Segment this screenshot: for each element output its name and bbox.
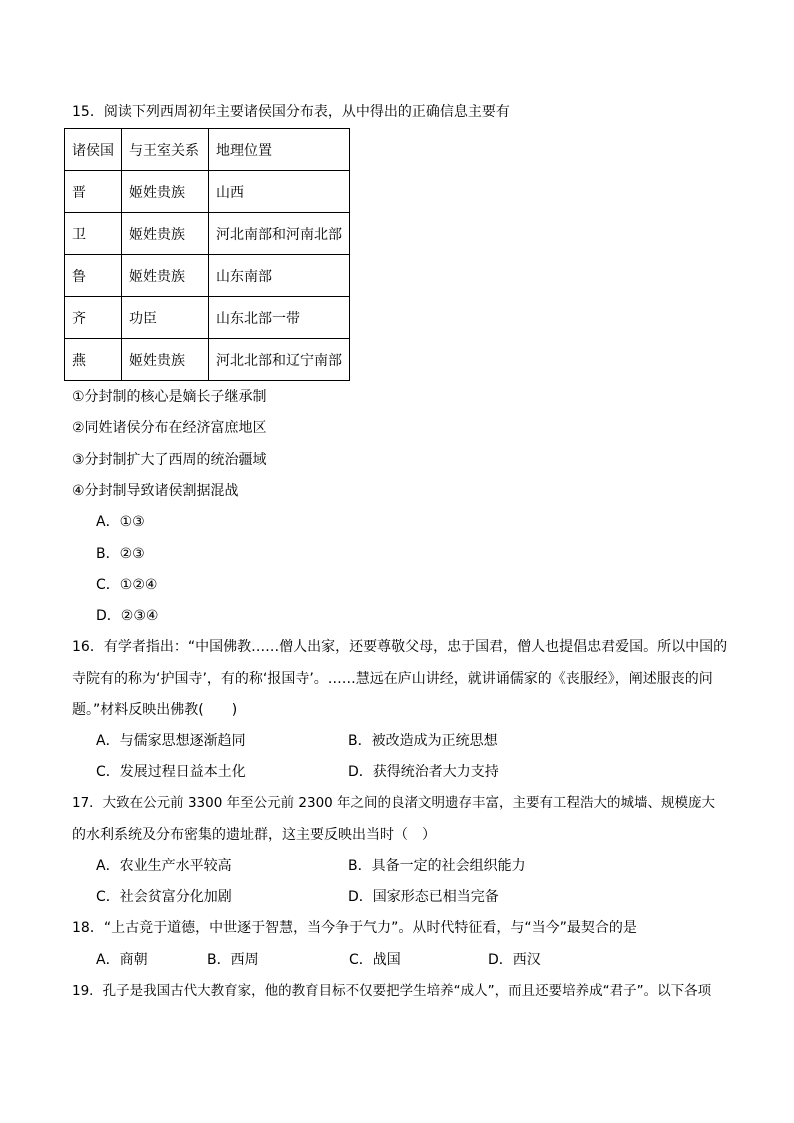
q15-option-b[interactable]: B．②③ bbox=[96, 546, 145, 562]
q16-option-a[interactable]: A．与儒家思想逐渐趋同 bbox=[96, 733, 246, 749]
table-header-cell: 诸侯国 bbox=[65, 129, 122, 171]
table-cell: 姬姓贵族 bbox=[122, 171, 209, 213]
table-cell: 姬姓贵族 bbox=[122, 255, 209, 297]
table-cell: 山东北部一带 bbox=[209, 297, 350, 339]
vassal-distribution-table bbox=[64, 128, 350, 381]
q18-stem: 18．“上古竞于道德，中世逐于智慧，当今争于气力”。从时代特征看，与“当今”最契合的是 bbox=[72, 920, 637, 936]
q16-stem-line: 题。”材料反映出佛教( ) bbox=[72, 702, 238, 718]
q16-stem-line: 寺院有的称为‘护国寺’，有的称‘报国寺’。……慧远在庐山讲经，就讲诵儒家的《丧服经》，阐述服丧的问 bbox=[72, 671, 713, 687]
table-cell: 卫 bbox=[65, 213, 122, 255]
table-cell: 姬姓贵族 bbox=[122, 213, 209, 255]
table-row bbox=[65, 339, 350, 381]
q17-option-a[interactable]: A．农业生产水平较高 bbox=[96, 858, 232, 874]
table-cell: 河北南部和河南北部 bbox=[209, 213, 350, 255]
q17-option-b[interactable]: B．具备一定的社会组织能力 bbox=[348, 858, 526, 874]
q17-option-c[interactable]: C．社会贫富分化加剧 bbox=[96, 889, 232, 905]
q15-option-c[interactable]: C．①②④ bbox=[96, 577, 158, 593]
q15-statement: ③分封制扩大了西周的统治疆域 bbox=[72, 452, 267, 468]
table-header-cell: 与王室关系 bbox=[122, 129, 209, 171]
q16-option-b[interactable]: B．被改造成为正统思想 bbox=[348, 733, 498, 749]
q16-option-d[interactable]: D．获得统治者大力支持 bbox=[348, 764, 499, 780]
table-cell: 晋 bbox=[65, 171, 122, 213]
table-cell: 燕 bbox=[65, 339, 122, 381]
q16-option-c[interactable]: C．发展过程日益本土化 bbox=[96, 764, 246, 780]
table-cell: 功臣 bbox=[122, 297, 209, 339]
q15-statement: ④分封制导致诸侯割据混战 bbox=[72, 483, 239, 499]
table-cell: 姬姓贵族 bbox=[122, 339, 209, 381]
q19-stem: 19．孔子是我国古代大教育家，他的教育目标不仅要把学生培养“成人”，而且还要培养成“君子”。以下各项 bbox=[72, 983, 712, 999]
q18-option-c[interactable]: C．战国 bbox=[349, 952, 401, 968]
table-cell: 鲁 bbox=[65, 255, 122, 297]
q15-option-d[interactable]: D．②③④ bbox=[96, 608, 159, 624]
q15-statement: ①分封制的核心是嫡长子继承制 bbox=[72, 389, 267, 405]
table-cell: 山西 bbox=[209, 171, 350, 213]
table-header-row bbox=[65, 129, 350, 171]
table-row bbox=[65, 171, 350, 213]
table-header-cell: 地理位置 bbox=[209, 129, 350, 171]
q15-option-a[interactable]: A．①③ bbox=[96, 514, 145, 530]
q15-statement: ②同姓诸侯分布在经济富庶地区 bbox=[72, 420, 267, 436]
table-row bbox=[65, 297, 350, 339]
q18-option-d[interactable]: D．西汉 bbox=[488, 952, 541, 968]
table-cell: 齐 bbox=[65, 297, 122, 339]
q15-stem: 15．阅读下列西周初年主要诸侯国分布表，从中得出的正确信息主要有 bbox=[72, 104, 510, 120]
table-row bbox=[65, 213, 350, 255]
table-cell: 山东南部 bbox=[209, 255, 350, 297]
table-cell: 河北北部和辽宁南部 bbox=[209, 339, 350, 381]
q17-option-d[interactable]: D．国家形态已相当完备 bbox=[348, 889, 499, 905]
q16-stem-line: 16．有学者指出：“中国佛教……僧人出家，还要尊敬父母，忠于国君，僧人也提倡忠君爱国。所以中国的 bbox=[72, 639, 728, 655]
q18-option-b[interactable]: B．西周 bbox=[207, 952, 259, 968]
q17-stem-line: 的水利系统及分布密集的遗址群，这主要反映出当时（ ） bbox=[72, 827, 436, 843]
table-row bbox=[65, 255, 350, 297]
q17-stem-line: 17．大致在公元前 3300 年至公元前 2300 年之间的良渚文明遗存丰富，主要有工程浩大的城墙、规模庞大 bbox=[72, 795, 716, 811]
q18-option-a[interactable]: A．商朝 bbox=[96, 952, 148, 968]
